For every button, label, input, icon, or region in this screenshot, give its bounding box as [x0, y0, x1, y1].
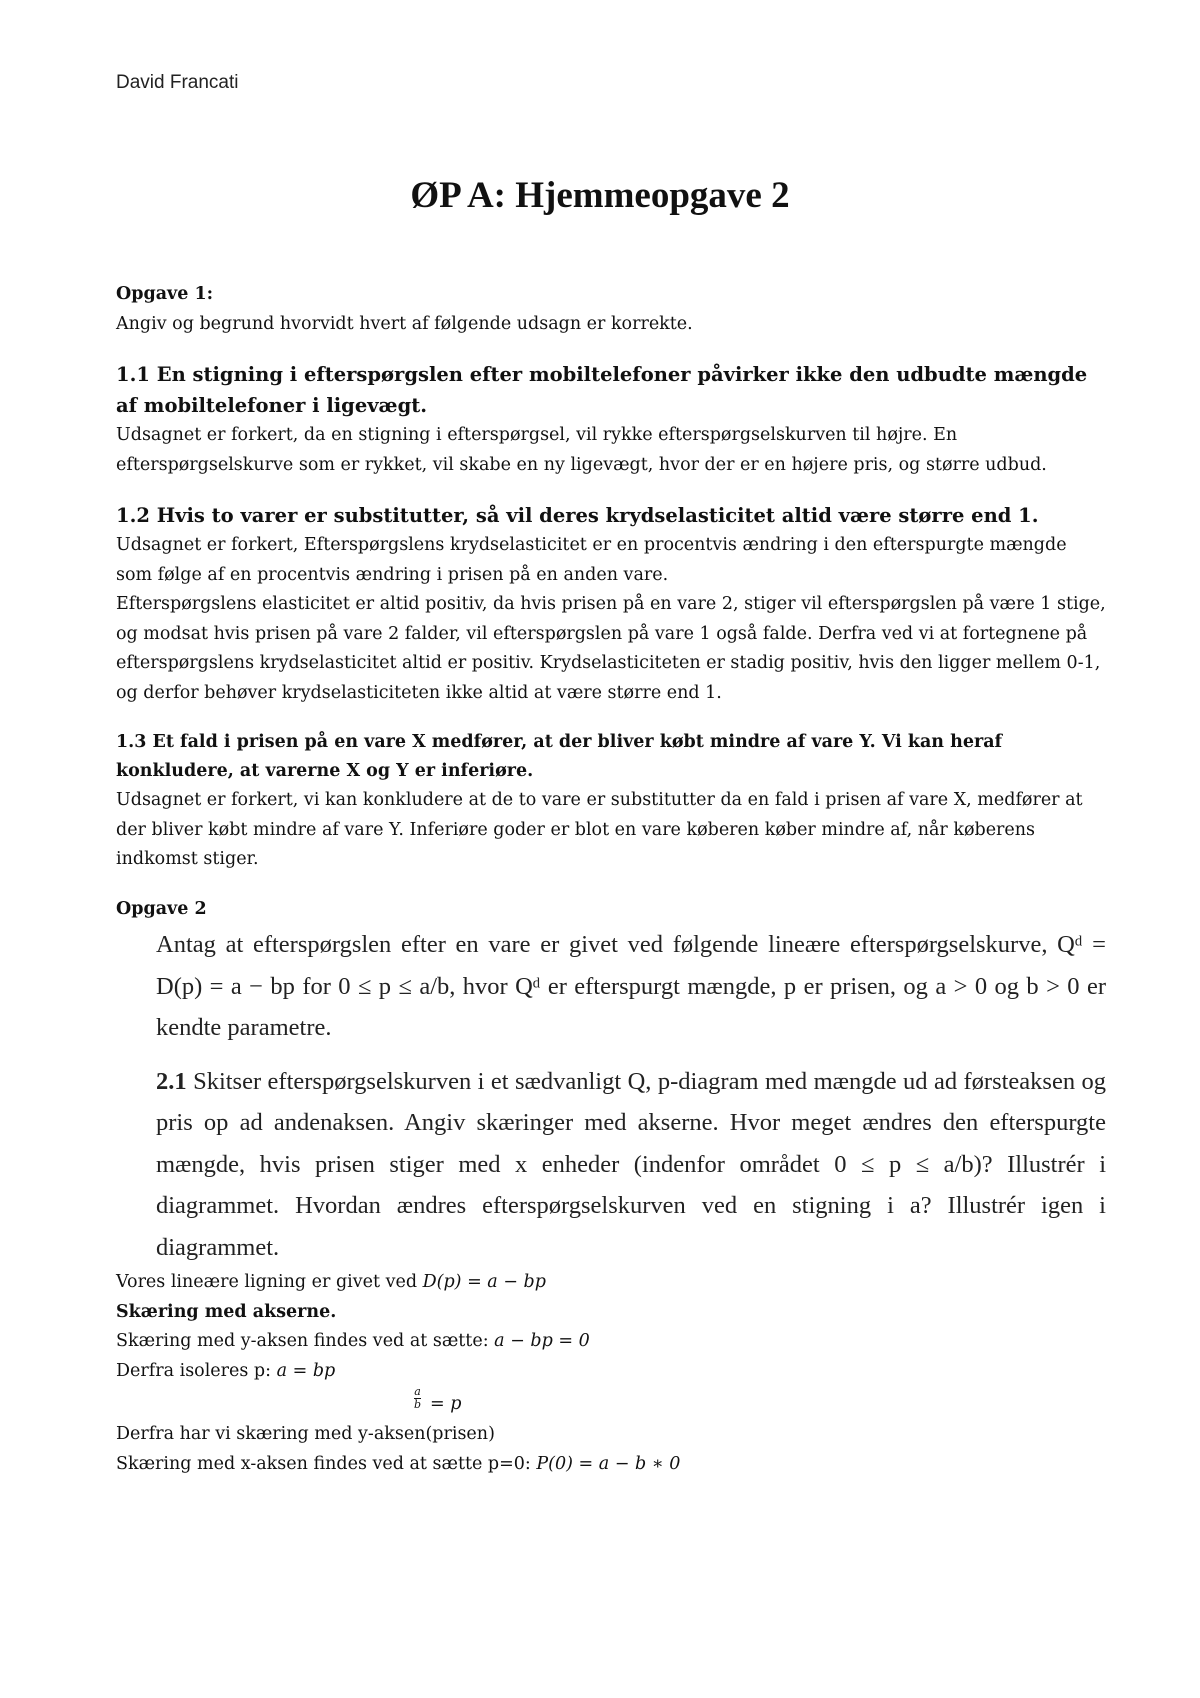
task-paragraph-2-text: Skitser efterspørgselskurven i et sædvanligt Q, p-diagram med mængde ud ad førsteaksen og pris op ad andenaksen. Angiv skæringer med akserne. Hvor meget ændres den efterspurgte mængde, hvis prisen stiger med x enheder (indenfor området 0 ≤ p ≤ a/b)? Illustrér i diagrammet. Hvordan ændres efterspørgselskurven ved en stigning i a? Illustrér igen i diagrammet.	[156, 1067, 1107, 1261]
opgave2-label: Opgave 2	[116, 898, 207, 919]
fraction-denominator: b	[414, 1398, 422, 1411]
fraction	[414, 1386, 421, 1411]
task-number: 2.1	[156, 1067, 187, 1095]
document-title: ØP A: Hjemmeopgave 2	[410, 175, 790, 216]
fraction-numerator: a	[414, 1385, 421, 1398]
equation-line-4-text: Derfra isoleres p:	[116, 1360, 277, 1381]
equation-line-4-math: a = bp	[276, 1360, 336, 1381]
question-1-1-heading: 1.1 En stigning i efterspørgslen efter mobiltelefoner påvirker ikke den udbudte mængde af mobiltelefoner i ligevægt.	[116, 363, 1088, 417]
question-1-3-heading: 1.3 Et fald i prisen på en vare X medfører, at der bliver købt mindre af vare Y. Vi kan heraf konkludere, at varerne X og Y er inferiøre.	[116, 732, 1003, 781]
author-name: David Francati	[116, 72, 239, 93]
fraction-line	[116, 1386, 1106, 1420]
equation-line-1-math: D(p) = a − bp	[422, 1272, 546, 1292]
equation-line-4	[116, 1357, 1106, 1387]
task-paragraph-2	[116, 1061, 1106, 1269]
equation-line-7-math: P(0) = a − b ∗ 0	[536, 1453, 681, 1474]
fraction-equals-p: = p	[430, 1394, 462, 1414]
opgave1-label: Opgave 1:	[116, 284, 214, 304]
question-1-1-answer: Udsagnet er forkert, da en stigning i efterspørgsel, vil rykke efterspørgselskurven til højre. En efterspørgselskurve som er rykket, vil skabe en ny ligevægt, hvor der er en højere pris, og større udbud.	[116, 425, 1047, 475]
task-paragraph-1: Antag at efterspørgslen efter en vare er givet ved følgende lineære efterspørgselskurve, Qᵈ = D(p) = a − bp for 0 ≤ p ≤ a/b, hvor Qᵈ er efterspurgt mængde, p er prisen, og a > 0 og b > 0 er kendte parametre.	[156, 931, 1106, 1041]
document-body	[116, 280, 1106, 1479]
question-1-2-answer-b: Efterspørgslens elasticitet er altid positiv, da hvis prisen på en vare 2, stiger vil efterspørgslen på være 1 stige, og modsat hvis prisen på vare 2 falder, vil efterspørgslen på vare 1 også falde. Derfra ved vi at fortegnene på efterspørgslens krydselasticitet altid er positiv. Krydselasticiteten er stadig positiv, hvis den ligger mellem 0-1, og derfor behøver krydselasticiteten ikke altid at være større end 1.	[116, 594, 1106, 703]
task-text-block	[116, 924, 1106, 1268]
equation-line-3	[116, 1327, 1106, 1357]
question-1-2-heading: 1.2 Hvis to varer er substitutter, så vil deres krydselasticitet altid være større end 1.	[116, 504, 1039, 527]
equation-line-7-text: Skæring med x-aksen findes ved at sætte p=0:	[116, 1453, 537, 1474]
intersection-heading: Skæring med akserne.	[116, 1301, 337, 1322]
equation-line-3-text: Skæring med y-aksen findes ved at sætte:	[116, 1331, 495, 1351]
question-1-3-answer: Udsagnet er forkert, vi kan konkludere at de to vare er substitutter da en fald i prisen af vare X, medfører at der bliver købt mindre af vare Y. Inferiøre goder er blot en vare køberen køber mindre af, når køberens indkomst stiger.	[116, 790, 1083, 869]
equation-line-6: Derfra har vi skæring med y-aksen(prisen)	[116, 1424, 495, 1444]
equation-line-1	[116, 1268, 1106, 1298]
opgave1-intro: Angiv og begrund hvorvidt hvert af følgende udsagn er korrekte.	[116, 313, 693, 334]
equation-line-7	[116, 1450, 1106, 1480]
equation-line-3-math: a − bp = 0	[494, 1331, 590, 1351]
equation-line-1-text: Vores lineære ligning er givet ved	[116, 1272, 423, 1292]
question-1-2-answer-a: Udsagnet er forkert, Efterspørgslens krydselasticitet er en procentvis ændring i den efterspurgte mængde som følge af en procentvis ændring i prisen på en anden vare.	[116, 535, 1067, 585]
